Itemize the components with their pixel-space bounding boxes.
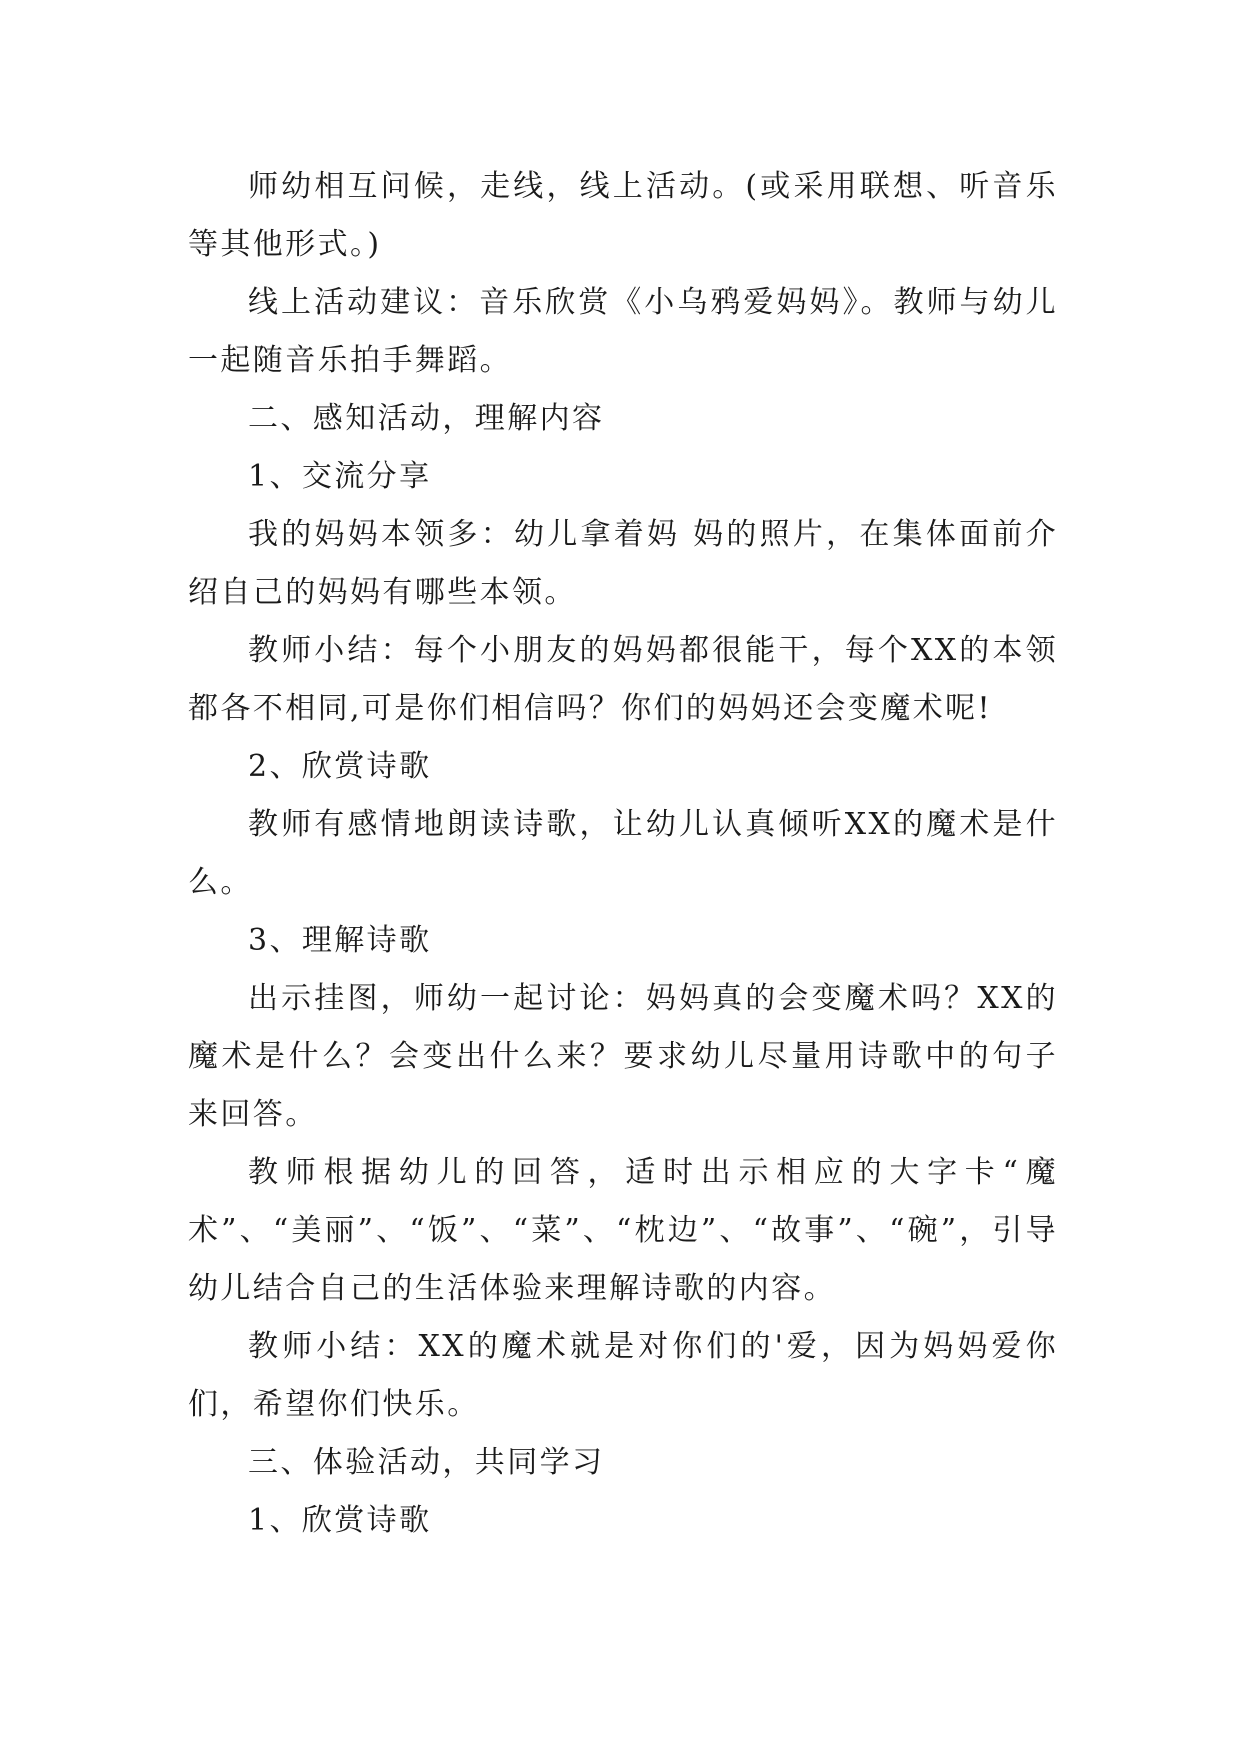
section-heading-perception: 二、感知活动，理解内容: [248, 401, 605, 436]
paragraph-read-poem: 教师有感情地朗读诗歌，让幼儿认真倾听XX的魔术是什么。: [188, 807, 1058, 900]
subheading-appreciate-poem-2: 1、欣赏诗歌: [248, 1503, 432, 1538]
paragraph-mom-skills: 我的妈妈本领多：幼儿拿着妈 妈的照片，在集体面前介绍自己的妈妈有哪些本领。: [188, 517, 1058, 610]
paragraph-teacher-summary-2: 教师小结：XX的魔术就是对你们的'爱，因为妈妈爱你们，希望你们快乐。: [188, 1329, 1058, 1422]
subheading-appreciate-poem: 2、欣赏诗歌: [248, 749, 432, 784]
paragraph-teacher-summary-1: 教师小结：每个小朋友的妈妈都很能干，每个XX的本领都各不相同,可是你们相信吗？你们的妈妈还会变魔术呢!: [188, 633, 1058, 726]
paragraph-discussion: 出示挂图，师幼一起讨论：妈妈真的会变魔术吗？XX的魔术是什么？会变出什么来？要求幼儿尽量用诗歌中的句子来回答。: [188, 981, 1058, 1132]
subheading-understand-poem: 3、理解诗歌: [248, 923, 432, 958]
subheading-share: 1、交流分享: [248, 459, 432, 494]
paragraph-word-cards: 教师根据幼儿的回答，适时出示相应的大字卡“魔术”、“美丽”、“饭”、“菜”、“枕边”、“故事”、“碗”，引导幼儿结合自己的生活体验来理解诗歌的内容。: [188, 1155, 1058, 1306]
section-heading-experience: 三、体验活动，共同学习: [248, 1445, 605, 1480]
paragraph-online-activity-suggestion: 线上活动建议：音乐欣赏《小乌鸦爱妈妈》。教师与幼儿一起随音乐拍手舞蹈。: [188, 285, 1058, 378]
paragraph-greeting: 师幼相互问候，走线，线上活动。(或采用联想、听音乐等其他形式。): [188, 169, 1058, 262]
document-body: [188, 158, 1058, 1550]
